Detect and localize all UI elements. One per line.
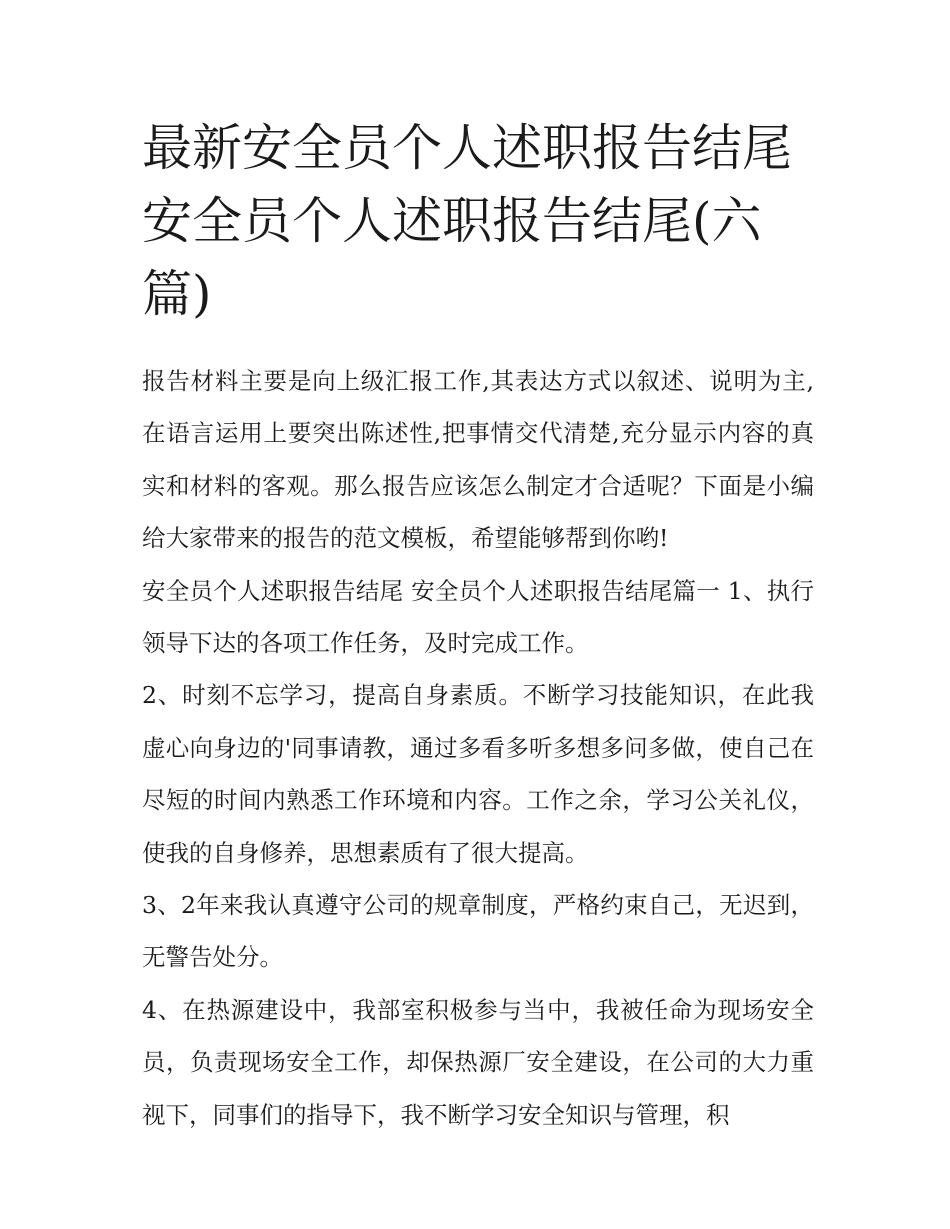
document-body: [142, 355, 814, 1141]
paragraph-item-1: 安全员个人述职报告结尾 安全员个人述职报告结尾篇一 1、执行领导下达的各项工作任务，及时完成工作。: [142, 576, 814, 658]
document-title: 最新安全员个人述职报告结尾 安全员个人述职报告结尾(六篇): [142, 119, 792, 323]
paragraph-item-3: 3、2年来我认真遵守公司的规章制度，严格约束自己，无迟到，无警告处分。: [142, 891, 814, 972]
paragraph-item-2: 2、时刻不忘学习，提高自身素质。不断学习技能知识，在此我虚心向身边的'同事请教，通过多看多听多想多问多做，使自己在尽短的时间内熟悉工作环境和内容。工作之余，学习公关礼仪，使我的自身修养，思想素质有了很大提高。: [142, 681, 814, 867]
paragraph-item-4: 4、在热源建设中，我部室积极参与当中，我被任命为现场安全员，负责现场安全工作，却保热源厂安全建设，在公司的大力重视下，同事们的指导下，我不断学习安全知识与管理，积: [142, 995, 814, 1129]
paragraph-intro: 报告材料主要是向上级汇报工作,其表达方式以叙述、说明为主,在语言运用上要突出陈述性,把事情交代清楚,充分显示内容的真实和材料的客观。那么报告应该怎么制定才合适呢？下面是小编给大家带来的报告的范文模板，希望能够帮到你哟!: [142, 367, 814, 553]
